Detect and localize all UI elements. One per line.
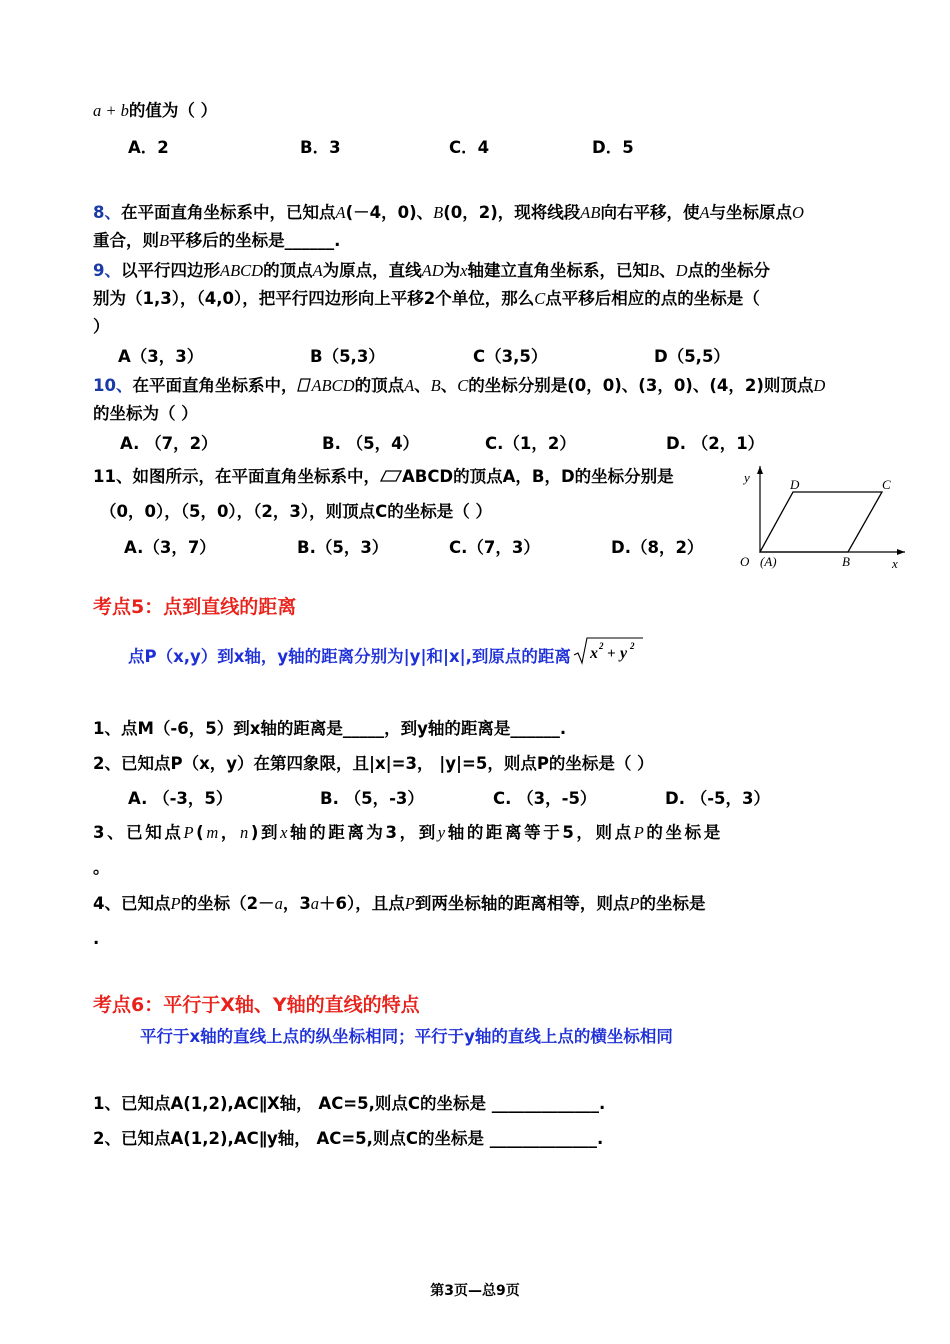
q8-line1: 8、在平面直角坐标系中，已知点A(－4，0)、B(0，2)，现将线段AB向右平移，使A与坐标原点O — [93, 203, 804, 222]
q11-option-d: D.（8，2） — [611, 538, 704, 557]
q10-line1: 10、在平面直角坐标系中， ABCD的顶点A、B、C的坐标分别是(0，0)、(3，0)、(4，2)则顶点D — [93, 376, 826, 395]
q11-option-a: A.（3，7） — [124, 538, 216, 557]
page-footer: 第3页—总9页 — [430, 1283, 520, 1299]
q9-option-b: B（5,3） — [310, 347, 385, 366]
section6-heading: 考点6：平行于X轴、Y轴的直线的特点 — [93, 994, 420, 1016]
section5-q2-option-a: A. （-3，5） — [128, 789, 233, 808]
q10-option-c: C.（1，2） — [485, 434, 576, 453]
section5-q3: 3、已知点P(m，n)到x轴的距离为3，到y轴的距离等于5，则点P的坐标是 — [93, 823, 723, 842]
section5-q2-option-d: D. （-5，3） — [665, 789, 771, 808]
section5-q2: 2、已知点P（x，y）在第四象限，且|x|=3， |y|=5，则点P的坐标是（ ） — [93, 754, 654, 773]
parallelogram-icon — [380, 470, 402, 482]
q10-line2: 的坐标为（ ） — [93, 404, 198, 423]
q10-option-a: A. （7，2） — [120, 434, 218, 453]
vertex-b-label: B — [842, 554, 850, 569]
section5-note: 点P（x,y）到x轴，y轴的距离分别为|y|和|x|,到原点的距离 √(x² + y²) x 2 + y 2 — [128, 636, 645, 667]
q9-line3: ） — [93, 317, 110, 336]
origin-label: O — [740, 554, 750, 569]
q11-option-c: C.（7，3） — [449, 538, 540, 557]
vertex-c-label: C — [882, 477, 891, 492]
q8-line2: 重合，则B平移后的坐标是______. — [93, 231, 341, 250]
q9-line1: 9、以平行四边形ABCD的顶点A为原点，直线AD为x轴建立直角坐标系，已知B、D点的坐标分 — [93, 261, 771, 280]
formula-text: √(x² + y²) — [572, 637, 577, 638]
section5-q1: 1、点M（-6，5）到x轴的距离是_____，到y轴的距离是______. — [93, 719, 567, 738]
svg-text:+: + — [606, 646, 616, 662]
section5-q2-option-c: C. （3，-5） — [493, 789, 597, 808]
x-axis-arrow — [897, 549, 905, 555]
q7-stem: a + b的值为（ ） — [93, 101, 218, 120]
q7-option-b: B．3 — [300, 138, 341, 157]
q7-option-c: C．4 — [449, 138, 490, 157]
q11-parallelogram-figure — [730, 462, 910, 574]
vertex-d-label: D — [790, 477, 800, 492]
svg-text:x: x — [589, 645, 598, 662]
q11-line2: （0，0），（5，0），（2，3），则顶点C的坐标是（ ） — [100, 502, 492, 521]
parallelogram-icon — [297, 378, 311, 392]
x-axis-label: x — [892, 556, 898, 571]
q9-line2: 别为（1,3），（4,0），把平行四边形向上平移2个单位，那么C点平移后相应的点的坐标是（ — [93, 289, 760, 308]
section5-q3-end: 。 — [93, 858, 110, 877]
q9-option-c: C（3,5） — [473, 347, 548, 366]
section5-q4: 4、已知点P的坐标（2－a，3a＋6），且点P到两坐标轴的距离相等，则点P的坐标是 — [93, 894, 706, 913]
section5-q4-end: . — [93, 929, 100, 948]
section6-note: 平行于x轴的直线上点的纵坐标相同；平行于y轴的直线上点的横坐标相同 — [140, 1027, 673, 1046]
section5-heading: 考点5：点到直线的距离 — [93, 596, 297, 618]
y-axis-label: y — [744, 470, 750, 485]
q11-option-b: B.（5，3） — [297, 538, 389, 557]
q11-line1: 11、如图所示，在平面直角坐标系中， ABCD的顶点A，B，D的坐标分别是 — [93, 467, 674, 486]
q7-option-a: A．2 — [128, 138, 169, 157]
q10-option-d: D. （2，1） — [666, 434, 765, 453]
q9-option-a: A（3，3） — [118, 347, 204, 366]
section5-q2-option-b: B. （5，-3） — [320, 789, 424, 808]
svg-text:y: y — [619, 645, 628, 662]
q9-option-d: D（5,5） — [654, 347, 730, 366]
parallelogram-abcd — [760, 492, 882, 552]
q7-expr: a + b — [93, 101, 129, 120]
distance-formula — [573, 636, 645, 666]
origin-a-label: (A) — [760, 554, 777, 569]
svg-text:2: 2 — [598, 641, 604, 651]
y-axis-arrow — [757, 466, 763, 474]
section6-q1: 1、已知点A(1,2),AC∥X轴， AC=5,则点C的坐标是 _____________. — [93, 1094, 606, 1113]
section6-q2: 2、已知点A(1,2),AC∥y轴， AC=5,则点C的坐标是 _____________. — [93, 1129, 604, 1148]
q10-option-b: B. （5，4） — [322, 434, 420, 453]
svg-text:2: 2 — [629, 641, 635, 651]
q7-option-d: D．5 — [592, 138, 634, 157]
